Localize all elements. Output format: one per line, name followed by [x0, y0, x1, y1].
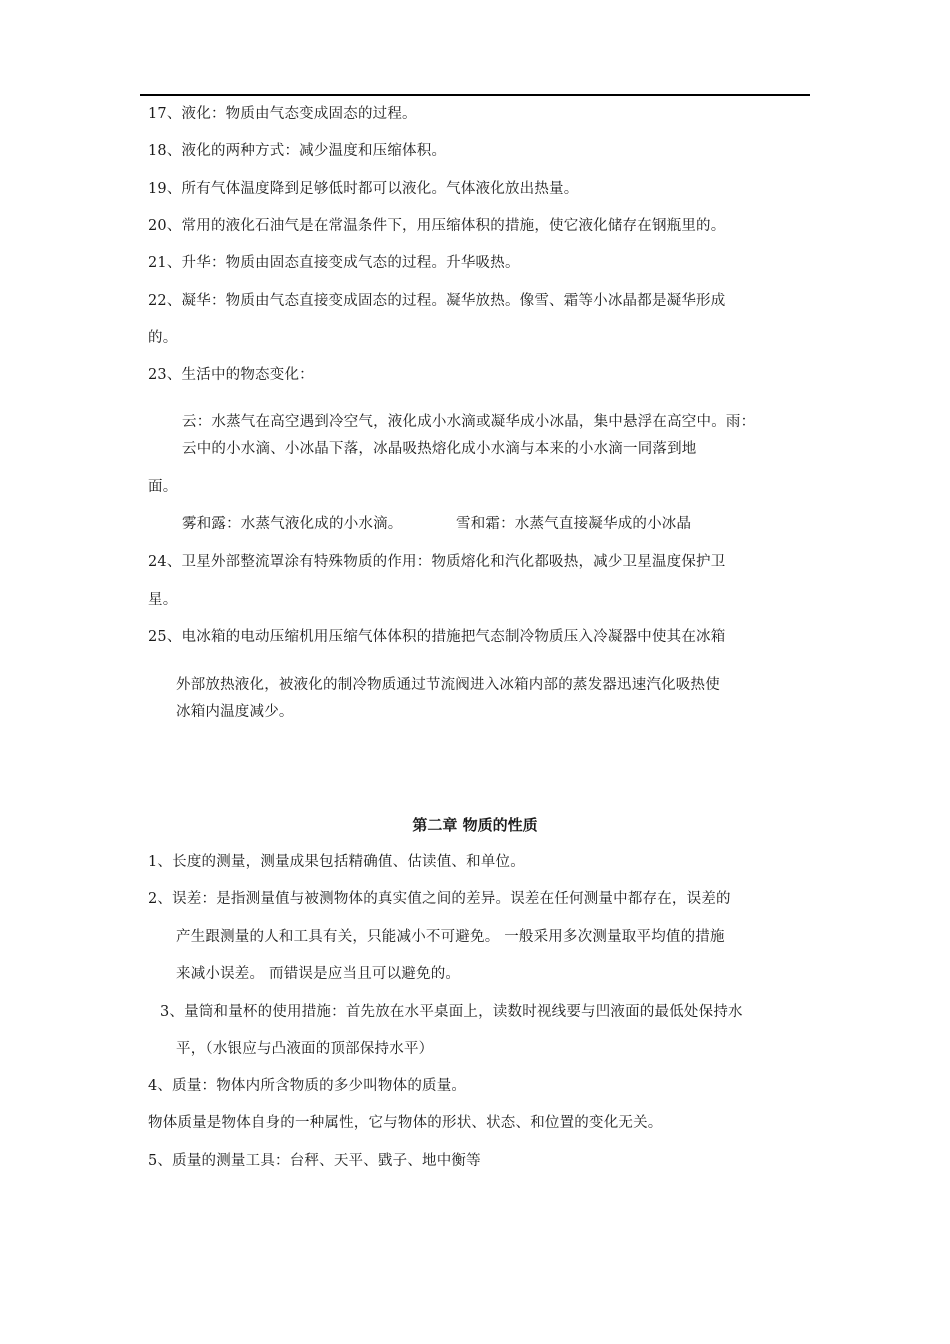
- ch2-item-1: 1、长度的测量，测量成果包括精确值、估读值、和单位。: [148, 854, 525, 870]
- item-23-cloud-line-2: 云中的小水滴、小冰晶下落，冰晶吸热熔化成小水滴与本来的小水滴一同落到地: [182, 441, 697, 457]
- item-23: 23、生活中的物态变化：: [148, 367, 314, 383]
- ch2-item-3-line-2: 平，（水银应与凸液面的顶部保持水平）: [176, 1041, 434, 1057]
- ch2-item-3-line-1: 3、量筒和量杯的使用措施：首先放在水平桌面上，读数时视线要与凹液面的最低处保持水: [160, 1004, 743, 1020]
- item-22-line-2: 的。: [148, 330, 178, 346]
- item-25-line-3: 冰箱内温度减少。: [176, 704, 294, 720]
- ch2-item-2-line-2: 产生跟测量的人和工具有关，只能减小不可避免。 一般采用多次测量取平均值的措施: [176, 929, 725, 945]
- ch2-item-2-line-3: 来减小误差。 而错误是应当且可以避免的。: [176, 966, 461, 982]
- ch2-item-4: 4、质量：物体内所含物质的多少叫物体的质量。: [148, 1078, 467, 1094]
- item-23-snow: 雪和霜：水蒸气直接凝华成的小冰晶: [456, 516, 692, 532]
- header-rule: [140, 94, 810, 96]
- item-17: 17、液化：物质由气态变成固态的过程。: [148, 106, 417, 122]
- item-18: 18、液化的两种方式：减少温度和压缩体积。: [148, 143, 447, 159]
- item-23-cloud-line-1: 云：水蒸气在高空遇到冷空气，液化成小水滴或凝华成小冰晶，集中悬浮在高空中。雨：: [182, 414, 756, 430]
- item-20: 20、常用的液化石油气是在常温条件下，用压缩体积的措施，使它液化储存在钢瓶里的。: [148, 218, 726, 234]
- item-19: 19、所有气体温度降到足够低时都可以液化。气体液化放出热量。: [148, 181, 579, 197]
- item-25-line-2: 外部放热液化，被液化的制冷物质通过节流阀进入冰箱内部的蒸发器迅速汽化吸热使: [176, 677, 720, 693]
- item-23-cloud-line-3: 面。: [148, 479, 178, 495]
- item-24-line-1: 24、卫星外部整流罩涂有特殊物质的作用：物质熔化和汽化都吸热，减少卫星温度保护卫: [148, 554, 726, 570]
- item-23-fog: 雾和露：水蒸气液化成的小水滴。: [182, 516, 403, 532]
- item-25-line-1: 25、电冰箱的电动压缩机用压缩气体体积的措施把气态制冷物质压入冷凝器中使其在冰箱: [148, 629, 726, 645]
- item-22-line-1: 22、凝华：物质由气态直接变成固态的过程。凝华放热。像雪、霜等小冰晶都是凝华形成: [148, 293, 726, 309]
- ch2-item-5: 5、质量的测量工具：台秤、天平、戥子、地中衡等: [148, 1153, 481, 1169]
- item-24-line-2: 星。: [148, 592, 178, 608]
- ch2-item-2-line-1: 2、误差：是指测量值与被测物体的真实值之间的差异。误差在任何测量中都存在，误差的: [148, 891, 731, 907]
- item-21: 21、升华：物质由固态直接变成气态的过程。升华吸热。: [148, 255, 520, 271]
- ch2-item-4-continued: 物体质量是物体自身的一种属性，它与物体的形状、状态、和位置的变化无关。: [148, 1115, 663, 1131]
- chapter-2-title: 第二章 物质的性质: [412, 816, 538, 834]
